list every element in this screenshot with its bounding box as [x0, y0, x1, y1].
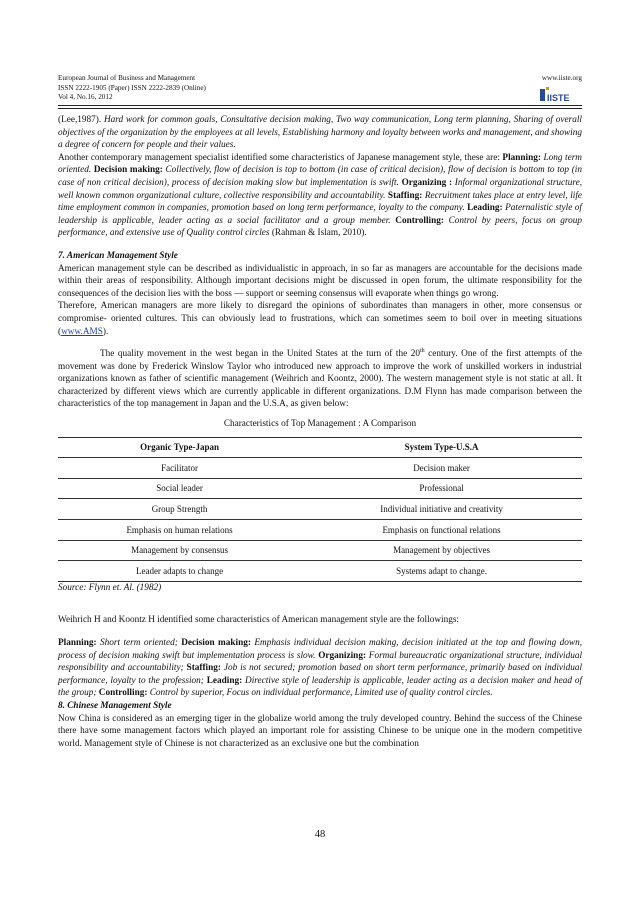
organizing-text: Informal organizational structure, well known common organizational culture, collective responsibility and accountability. — [58, 177, 583, 201]
japan-cell: Group Strength — [151, 503, 208, 514]
japan-cell: Emphasis on human relations — [126, 524, 233, 535]
decision-label: Decision making: — [93, 165, 163, 176]
usa-cell: Professional — [419, 483, 464, 494]
decision-text: Emphasis individual decision making, decision initiated at the top and flowing down, process of decision making swift but implementation process is slow. — [58, 638, 583, 661]
chinese-p1: Now China is considered as an emerging tiger in the globalize world among the truly developed country. Behind the success of the Chinese there have some management factors which played an important role for assisting Chinese to be unique one in the modern competitive world. Management style of Chinese is not characterized as an exclusive one but the combination — [58, 713, 582, 749]
controlling-text: Control by superior, Focus on individual performance, Limited use of quality control circles. — [149, 688, 493, 699]
organizing-label: Organizing: — [318, 650, 367, 661]
section-heading-chinese: 8. Chinese Management Style — [58, 700, 172, 711]
japan-lead: Another contemporary management specialist identified some characteristics of Japanese management style, these are: — [58, 152, 500, 163]
staffing-text: Recruitment takes place at entry level, life time employment common in companies, promotion based on long term performance, loyalty to the company. — [58, 190, 583, 214]
ordinal-sup: th — [419, 348, 425, 355]
controlling-label: Controlling: — [98, 688, 148, 699]
organizing-text: Formal bureaucratic organizational structure, individual responsibility and accountability; — [58, 650, 583, 674]
planning-label: Planning: — [58, 638, 97, 648]
journal-name: European Journal of Business and Management — [58, 74, 196, 82]
logo-text: IISTE — [547, 93, 570, 103]
american-p1: American management style can be described as individualistic in approach, in so far as managers are accountable for the decisions made within their areas of responsibility. Although important decisions might be discussed in open forum, the ultimate responsibility for the consequences of the decision lies with the boss — support or seeming consensus will evaporate when things go wrong. — [58, 263, 582, 299]
japan-characteristics — [58, 152, 582, 240]
intro-citation: (Lee,1987). — [58, 115, 102, 125]
leading-label: Leading: — [467, 203, 503, 214]
col-header-usa: System Type-U.S.A — [404, 442, 479, 453]
journal-header — [58, 74, 582, 103]
american-characteristics — [58, 637, 582, 700]
ams-link[interactable]: www.AMS — [61, 326, 103, 337]
col-header-japan: Organic Type-Japan — [140, 442, 220, 453]
usa-cell: Decision maker — [413, 462, 470, 473]
controlling-label: Controlling: — [395, 215, 444, 226]
american-p2: Therefore, American managers are more likely to disregard the opinions of subordinates than managers in other, more consensus or compromise- oriented cultures. This can obviously lead to frustrations, which can sometimes seem to boil over in meeting situations (www.AMS). — [58, 301, 582, 337]
planning-label: Planning: — [502, 152, 541, 163]
leading-label: Leading: — [206, 675, 243, 686]
organizing-label: Organizing : — [401, 177, 453, 188]
article-body — [58, 114, 582, 750]
leading-text: Directive style of leadership is applicable, leader acting as a decision maker and head of the group; — [58, 675, 583, 699]
japan-cell: Social leader — [156, 483, 203, 494]
table-caption: Characteristics of Top Management : A Comparison — [223, 419, 417, 430]
planning-text: Short term oriented; — [100, 638, 178, 648]
table-row — [58, 478, 582, 499]
rahman-citation: (Rahman & Islam, 2010). — [271, 228, 367, 239]
header-rule — [58, 105, 582, 106]
controlling-text: Control by peers, focus on group performance, and extensive use of Quality control circles — [58, 215, 582, 239]
issn-line: ISSN 2222-1905 (Paper) ISSN 2222-2839 (Online) — [58, 83, 206, 92]
table-source: Source: Flynn et. Al. (1982) — [58, 582, 162, 593]
section-heading-american: 7. American Management Style — [58, 250, 178, 261]
table-header-row — [58, 437, 582, 458]
planning-text: Long term oriented. — [58, 152, 582, 176]
usa-cell: Emphasis on functional relations — [382, 524, 501, 535]
table-row — [58, 458, 582, 479]
staffing-text: Job is not secured; promotion based on short term performance, primarily based on individual performance, loyalty to the profession; — [58, 663, 583, 686]
usa-cell: Management by objectives — [393, 545, 491, 556]
weihrich-intro: Weihrich H and Koontz H identified some characteristics of American management style are the followings: — [58, 615, 459, 626]
iiste-logo — [538, 86, 570, 104]
japan-cell: Leader adapts to change — [135, 565, 224, 576]
decision-label: Decision making: — [181, 638, 251, 648]
table-row — [58, 499, 582, 520]
decision-text: Collectively, flow of decision is top to bottom (in case of critical decision), flow of decision is bottom to top (in case of non critical decision), process of decision making slow but implementation is swift. — [58, 165, 582, 188]
volume-line: Vol 4, No.16, 2012 — [58, 93, 113, 102]
japan-traits: Hard work for common goals, Consultative decision making, Two way communication, Long term planning, Sharing of overall objectives of the organization by the employees at all levels, Establishing harmony and loyalty between works and management, and showing a degree of concern for people and their values. — [58, 115, 582, 151]
japan-cell: Management by consensus — [131, 545, 229, 556]
journal-url[interactable]: www.iiste.org — [541, 74, 582, 82]
leading-text: Paternalistic style of leadership is applicable, leader acting as a social facilitator and a group member. — [58, 203, 582, 226]
header-rule-thin — [58, 108, 582, 109]
usa-cell: Individual initiative and creativity — [380, 503, 503, 514]
japan-traits-paragraph — [58, 114, 582, 152]
table-row — [58, 561, 582, 582]
staffing-label: Staffing: — [387, 190, 423, 201]
usa-cell: Systems adapt to change. — [396, 565, 488, 576]
comparison-table — [58, 437, 582, 582]
page-number: 48 — [314, 829, 326, 840]
japan-cell: Facilitator — [161, 462, 199, 473]
table-row — [58, 540, 582, 561]
staffing-label: Staffing: — [186, 663, 221, 674]
table-row — [58, 520, 582, 541]
quality-movement-paragraph: The quality movement in the west began in the United States at the turn of the 20th century. One of the first attempts of the movement was done by Frederick Winslow Taylor who introduced new approach to improve the work of unskilled workers in industrial organizations known as father of scientific management (Weihrich and Koontz, 2000). The western management style is not static at all. It characterized by different views which are currently applicable in different organizations. D.M Flynn has made comparison between the characteristics of the top management in Japan and the U.S.A, as given below: — [58, 348, 582, 410]
